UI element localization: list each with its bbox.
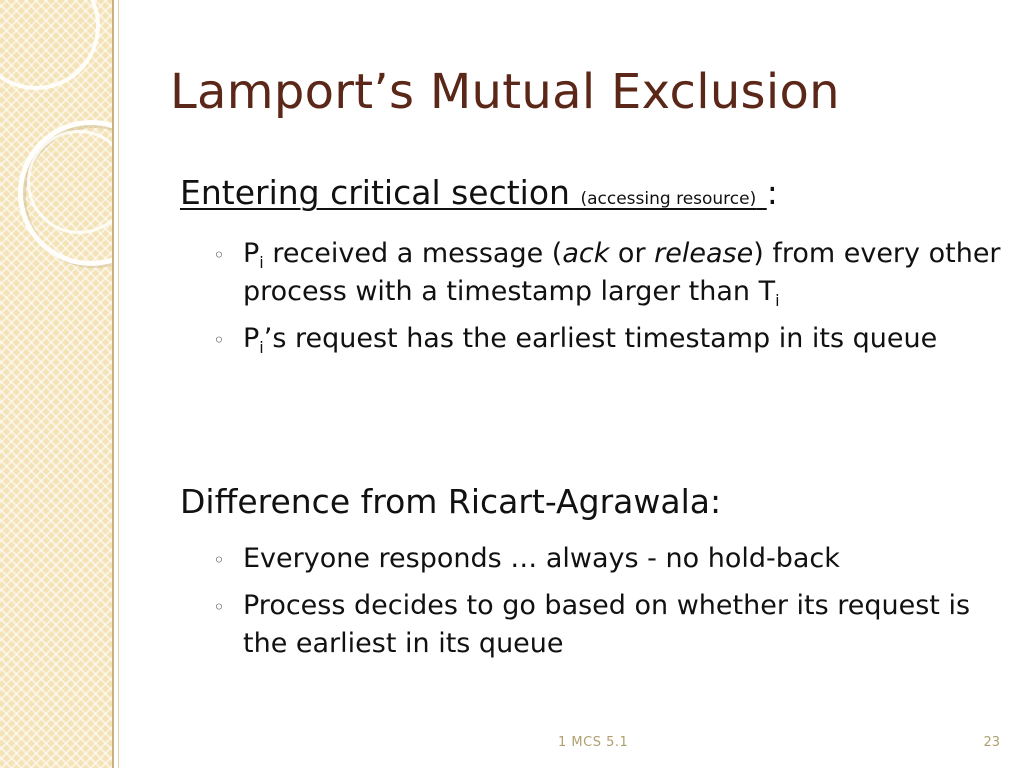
- decorative-ring: [0, 0, 100, 90]
- slide-title: Lamport’s Mutual Exclusion: [170, 64, 840, 120]
- bullet-circle-icon: ◦: [213, 548, 225, 572]
- bullet-circle-icon: ◦: [213, 595, 225, 619]
- bullet-circle-icon: ◦: [213, 328, 225, 352]
- list-item: ◦ Process decides to go based on whether its request is the earliest in its queue: [213, 590, 971, 659]
- section-heading-entering: [180, 173, 778, 212]
- section-heading-note: (accessing resource): [580, 189, 757, 209]
- footer-label: 1 MCS 5.1: [558, 735, 629, 750]
- bullet-list-difference: [213, 540, 1003, 672]
- panel-divider: [118, 0, 119, 768]
- list-item: ◦ Everyone responds … always - no hold-back: [213, 540, 1003, 578]
- bullet-circle-icon: ◦: [213, 243, 225, 267]
- list-item: ◦ $P_i$ received a message (ack or release) from every other process with a timestamp larger than $T_i$: [213, 238, 1001, 310]
- section-heading-text: Entering critical section: [180, 173, 570, 212]
- list-item: ◦ $P_i’s$ request has the earliest timestamp in its queue: [213, 323, 938, 357]
- bullet-list-entering: [213, 235, 1003, 367]
- section-heading-colon: :: [766, 173, 778, 212]
- panel-divider: [112, 0, 114, 768]
- slide-number: 23: [983, 735, 1000, 750]
- decorative-side-panel: [0, 0, 112, 768]
- section-heading-difference: Difference from Ricart-Agrawala:: [180, 482, 722, 521]
